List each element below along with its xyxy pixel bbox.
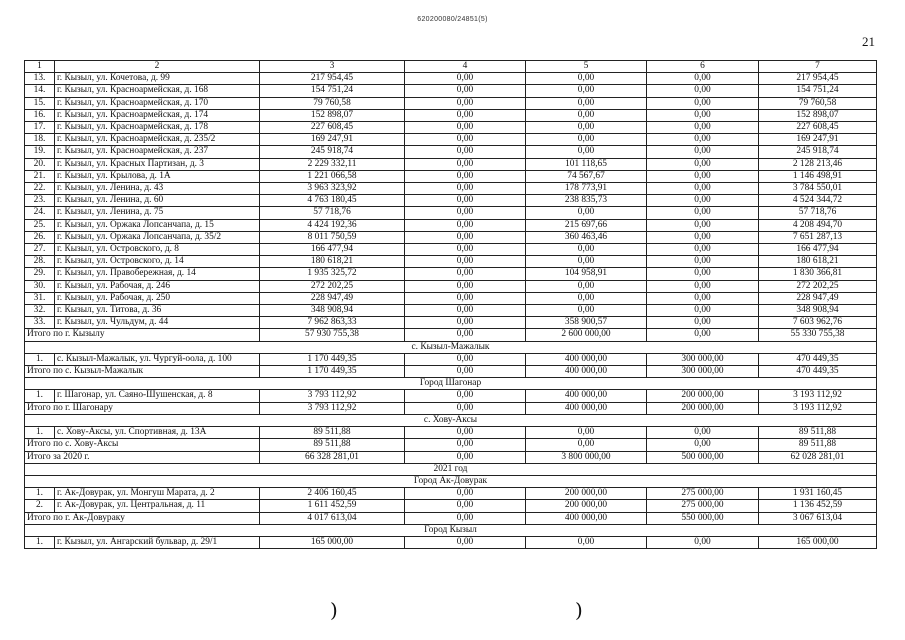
- row-number: 1.: [25, 353, 55, 365]
- value-col-5: 178 773,91: [526, 183, 647, 195]
- value-col-6: 0,00: [647, 134, 759, 146]
- value-col-4: 0,00: [405, 146, 526, 158]
- section-label: Город Кызыл: [25, 524, 877, 536]
- table-row: [25, 317, 877, 329]
- table-row: [25, 158, 877, 170]
- total-value-col-7: 89 511,88: [759, 439, 877, 451]
- total-value-col-6: 0,00: [647, 329, 759, 341]
- address: г. Кызыл, ул. Крылова, д. 1А: [55, 170, 260, 182]
- value-col-4: 0,00: [405, 500, 526, 512]
- row-number: 33.: [25, 317, 55, 329]
- total-value-col-4: 0,00: [405, 329, 526, 341]
- section-header-row: [25, 341, 877, 353]
- row-number: 1.: [25, 390, 55, 402]
- value-col-5: 0,00: [526, 73, 647, 85]
- row-number: 2.: [25, 500, 55, 512]
- total-value-col-5: 400 000,00: [526, 402, 647, 414]
- value-col-3: 57 718,76: [260, 207, 405, 219]
- row-number: 15.: [25, 97, 55, 109]
- row-number: 29.: [25, 268, 55, 280]
- row-number: 13.: [25, 73, 55, 85]
- total-row: [25, 439, 877, 451]
- address: г. Кызыл, ул. Ангарский бульвар, д. 29/1: [55, 536, 260, 548]
- value-col-6: 0,00: [647, 427, 759, 439]
- total-value-col-4: 0,00: [405, 451, 526, 463]
- value-col-7: 89 511,88: [759, 427, 877, 439]
- table-row: [25, 488, 877, 500]
- value-col-5: 238 835,73: [526, 195, 647, 207]
- value-col-4: 0,00: [405, 219, 526, 231]
- signature-mark: ): [330, 598, 338, 622]
- table-row: [25, 134, 877, 146]
- total-row: [25, 512, 877, 524]
- document-id: 620200080/24851(5): [417, 16, 488, 23]
- address: г. Ак-Довурак, ул. Центральная, д. 11: [55, 500, 260, 512]
- table-row: [25, 244, 877, 256]
- row-number: 27.: [25, 244, 55, 256]
- value-col-6: 0,00: [647, 219, 759, 231]
- row-number: 25.: [25, 219, 55, 231]
- total-label: Итого по с. Хову-Аксы: [25, 439, 260, 451]
- value-col-4: 0,00: [405, 109, 526, 121]
- value-col-4: 0,00: [405, 170, 526, 182]
- value-col-3: 79 760,58: [260, 97, 405, 109]
- address: г. Кызыл, ул. Кочетова, д. 99: [55, 73, 260, 85]
- value-col-5: 0,00: [526, 427, 647, 439]
- value-col-4: 0,00: [405, 183, 526, 195]
- row-number: 32.: [25, 305, 55, 317]
- value-col-5: 0,00: [526, 280, 647, 292]
- address: г. Кызыл, ул. Ленина, д. 43: [55, 183, 260, 195]
- value-col-3: 165 000,00: [260, 536, 405, 548]
- value-col-5: 74 567,67: [526, 170, 647, 182]
- address: г. Ак-Довурак, ул. Монгуш Марата, д. 2: [55, 488, 260, 500]
- value-col-3: 1 611 452,59: [260, 500, 405, 512]
- value-col-5: 0,00: [526, 109, 647, 121]
- table-row: [25, 219, 877, 231]
- value-col-5: 0,00: [526, 292, 647, 304]
- value-col-7: 3 193 112,92: [759, 390, 877, 402]
- value-col-5: 104 958,91: [526, 268, 647, 280]
- value-col-7: 152 898,07: [759, 109, 877, 121]
- value-col-5: 0,00: [526, 207, 647, 219]
- address: г. Кызыл, ул. Красных Партизан, д. 3: [55, 158, 260, 170]
- value-col-7: 217 954,45: [759, 73, 877, 85]
- section-header-row: [25, 475, 877, 487]
- address: г. Кызыл, ул. Титова, д. 36: [55, 305, 260, 317]
- value-col-7: 227 608,45: [759, 122, 877, 134]
- row-number: 21.: [25, 170, 55, 182]
- table-row: [25, 256, 877, 268]
- value-col-3: 227 608,45: [260, 122, 405, 134]
- value-col-5: 0,00: [526, 256, 647, 268]
- value-col-5: 360 463,46: [526, 231, 647, 243]
- value-col-6: 0,00: [647, 317, 759, 329]
- value-col-5: 0,00: [526, 146, 647, 158]
- section-label: с. Кызыл-Мажалык: [25, 341, 877, 353]
- section-label: Город Шагонар: [25, 378, 877, 390]
- address: г. Кызыл, ул. Чульдум, д. 44: [55, 317, 260, 329]
- value-col-6: 0,00: [647, 207, 759, 219]
- value-col-4: 0,00: [405, 390, 526, 402]
- value-col-6: 0,00: [647, 73, 759, 85]
- address: г. Кызыл, ул. Островского, д. 14: [55, 256, 260, 268]
- value-col-7: 154 751,24: [759, 85, 877, 97]
- total-value-col-5: 3 800 000,00: [526, 451, 647, 463]
- value-col-6: 0,00: [647, 268, 759, 280]
- total-value-col-5: 400 000,00: [526, 512, 647, 524]
- value-col-4: 0,00: [405, 317, 526, 329]
- address: с. Хову-Аксы, ул. Спортивная, д. 13А: [55, 427, 260, 439]
- total-row: [25, 366, 877, 378]
- value-col-5: 200 000,00: [526, 488, 647, 500]
- address: г. Кызыл, ул. Красноармейская, д. 235/2: [55, 134, 260, 146]
- row-number: 22.: [25, 183, 55, 195]
- value-col-3: 272 202,25: [260, 280, 405, 292]
- value-col-7: 272 202,25: [759, 280, 877, 292]
- row-number: 14.: [25, 85, 55, 97]
- value-col-7: 228 947,49: [759, 292, 877, 304]
- value-col-7: 4 524 344,72: [759, 195, 877, 207]
- row-number: 24.: [25, 207, 55, 219]
- table-row: [25, 195, 877, 207]
- value-col-4: 0,00: [405, 207, 526, 219]
- table-header-row: [25, 61, 877, 73]
- total-row: [25, 329, 877, 341]
- value-col-4: 0,00: [405, 97, 526, 109]
- value-col-5: 101 118,65: [526, 158, 647, 170]
- value-col-6: 0,00: [647, 305, 759, 317]
- value-col-7: 348 908,94: [759, 305, 877, 317]
- total-value-col-3: 57 930 755,38: [260, 329, 405, 341]
- value-col-3: 217 954,45: [260, 73, 405, 85]
- total-value-col-3: 3 793 112,92: [260, 402, 405, 414]
- section-header-row: [25, 524, 877, 536]
- value-col-6: 0,00: [647, 85, 759, 97]
- value-col-4: 0,00: [405, 244, 526, 256]
- total-value-col-4: 0,00: [405, 366, 526, 378]
- value-col-4: 0,00: [405, 536, 526, 548]
- total-value-col-3: 89 511,88: [260, 439, 405, 451]
- row-number: 1.: [25, 536, 55, 548]
- value-col-7: 1 830 366,81: [759, 268, 877, 280]
- value-col-6: 0,00: [647, 292, 759, 304]
- total-value-col-7: 55 330 755,38: [759, 329, 877, 341]
- header-cell-3: 3: [260, 61, 405, 73]
- row-number: 23.: [25, 195, 55, 207]
- total-label: Итого по г. Шагонару: [25, 402, 260, 414]
- value-col-5: 358 900,57: [526, 317, 647, 329]
- value-col-5: 0,00: [526, 122, 647, 134]
- row-number: 26.: [25, 231, 55, 243]
- total-value-col-4: 0,00: [405, 402, 526, 414]
- value-col-4: 0,00: [405, 268, 526, 280]
- row-number: 19.: [25, 146, 55, 158]
- total-value-col-4: 0,00: [405, 439, 526, 451]
- row-number: 1.: [25, 427, 55, 439]
- value-col-7: 1 931 160,45: [759, 488, 877, 500]
- value-col-6: 0,00: [647, 158, 759, 170]
- value-col-7: 166 477,94: [759, 244, 877, 256]
- value-col-6: 0,00: [647, 183, 759, 195]
- table-row: [25, 427, 877, 439]
- total-value-col-6: 200 000,00: [647, 402, 759, 414]
- value-col-4: 0,00: [405, 134, 526, 146]
- value-col-7: 245 918,74: [759, 146, 877, 158]
- table-row: [25, 231, 877, 243]
- value-col-6: 0,00: [647, 536, 759, 548]
- value-col-3: 2 229 332,11: [260, 158, 405, 170]
- address: г. Кызыл, ул. Рабочая, д. 250: [55, 292, 260, 304]
- value-col-4: 0,00: [405, 256, 526, 268]
- value-col-6: 0,00: [647, 146, 759, 158]
- value-col-4: 0,00: [405, 122, 526, 134]
- value-col-6: 0,00: [647, 231, 759, 243]
- address: г. Кызыл, ул. Островского, д. 8: [55, 244, 260, 256]
- value-col-7: 7 603 962,76: [759, 317, 877, 329]
- value-col-5: 0,00: [526, 85, 647, 97]
- address: г. Кызыл, ул. Ленина, д. 75: [55, 207, 260, 219]
- signature-mark: ): [575, 598, 583, 622]
- total-value-col-6: 0,00: [647, 439, 759, 451]
- table-row: [25, 292, 877, 304]
- value-col-3: 1 170 449,35: [260, 353, 405, 365]
- row-number: 16.: [25, 109, 55, 121]
- value-col-5: 200 000,00: [526, 500, 647, 512]
- value-col-7: 7 651 287,13: [759, 231, 877, 243]
- total-value-col-5: 2 600 000,00: [526, 329, 647, 341]
- total-value-col-7: 62 028 281,01: [759, 451, 877, 463]
- address: г. Кызыл, ул. Красноармейская, д. 168: [55, 85, 260, 97]
- address: г. Кызыл, ул. Рабочая, д. 246: [55, 280, 260, 292]
- value-col-3: 1 221 066,58: [260, 170, 405, 182]
- value-col-4: 0,00: [405, 280, 526, 292]
- total-value-col-3: 4 017 613,04: [260, 512, 405, 524]
- value-col-5: 400 000,00: [526, 390, 647, 402]
- value-col-4: 0,00: [405, 231, 526, 243]
- row-number: 17.: [25, 122, 55, 134]
- table-row: [25, 85, 877, 97]
- total-label: Итого по с. Кызыл-Мажалык: [25, 366, 260, 378]
- value-col-4: 0,00: [405, 292, 526, 304]
- total-row: [25, 402, 877, 414]
- address: г. Кызыл, ул. Красноармейская, д. 237: [55, 146, 260, 158]
- total-value-col-5: 0,00: [526, 439, 647, 451]
- address: с. Кызыл-Мажалык, ул. Чургуй-оола, д. 100: [55, 353, 260, 365]
- section-label: с. Хову-Аксы: [25, 414, 877, 426]
- value-col-3: 166 477,94: [260, 244, 405, 256]
- row-number: 31.: [25, 292, 55, 304]
- table-row: [25, 170, 877, 182]
- value-col-5: 0,00: [526, 536, 647, 548]
- table-body: [25, 61, 877, 549]
- page-number: 21: [862, 34, 875, 49]
- table-row: [25, 207, 877, 219]
- table-row: [25, 268, 877, 280]
- table-row: [25, 122, 877, 134]
- funding-table: [24, 60, 877, 549]
- value-col-3: 2 406 160,45: [260, 488, 405, 500]
- section-header-row: [25, 414, 877, 426]
- section-header-row: [25, 378, 877, 390]
- header-cell-2: 2: [55, 61, 260, 73]
- header-cell-4: 4: [405, 61, 526, 73]
- value-col-7: 79 760,58: [759, 97, 877, 109]
- value-col-4: 0,00: [405, 158, 526, 170]
- address: г. Кызыл, ул. Красноармейская, д. 178: [55, 122, 260, 134]
- total-value-col-4: 0,00: [405, 512, 526, 524]
- header-cell-1: 1: [25, 61, 55, 73]
- address: г. Кызыл, ул. Красноармейская, д. 174: [55, 109, 260, 121]
- value-col-3: 169 247,91: [260, 134, 405, 146]
- value-col-6: 0,00: [647, 97, 759, 109]
- value-col-7: 180 618,21: [759, 256, 877, 268]
- address: г. Кызыл, ул. Красноармейская, д. 170: [55, 97, 260, 109]
- value-col-4: 0,00: [405, 488, 526, 500]
- header-cell-7: 7: [759, 61, 877, 73]
- table-row: [25, 109, 877, 121]
- row-number: 18.: [25, 134, 55, 146]
- value-col-4: 0,00: [405, 85, 526, 97]
- table-row: [25, 353, 877, 365]
- section-header-row: [25, 463, 877, 475]
- value-col-3: 348 908,94: [260, 305, 405, 317]
- total-value-col-7: 470 449,35: [759, 366, 877, 378]
- value-col-6: 0,00: [647, 280, 759, 292]
- address: г. Кызыл, ул. Оржака Лопсанчапа, д. 15: [55, 219, 260, 231]
- value-col-3: 228 947,49: [260, 292, 405, 304]
- value-col-6: 275 000,00: [647, 500, 759, 512]
- value-col-6: 0,00: [647, 170, 759, 182]
- table-row: [25, 97, 877, 109]
- value-col-5: 0,00: [526, 244, 647, 256]
- value-col-3: 245 918,74: [260, 146, 405, 158]
- value-col-6: 0,00: [647, 256, 759, 268]
- address: г. Кызыл, ул. Правобережная, д. 14: [55, 268, 260, 280]
- value-col-5: 400 000,00: [526, 353, 647, 365]
- table-row: [25, 390, 877, 402]
- total-value-col-3: 66 328 281,01: [260, 451, 405, 463]
- row-number: 20.: [25, 158, 55, 170]
- table-row: [25, 73, 877, 85]
- value-col-7: 4 208 494,70: [759, 219, 877, 231]
- table-row: [25, 146, 877, 158]
- value-col-6: 275 000,00: [647, 488, 759, 500]
- total-value-col-7: 3 193 112,92: [759, 402, 877, 414]
- value-col-3: 3 963 323,92: [260, 183, 405, 195]
- total-label: Итого по г. Ак-Довураку: [25, 512, 260, 524]
- total-label: Итого за 2020 г.: [25, 451, 260, 463]
- value-col-6: 0,00: [647, 195, 759, 207]
- total-value-col-5: 400 000,00: [526, 366, 647, 378]
- header-cell-6: 6: [647, 61, 759, 73]
- table-row: [25, 536, 877, 548]
- table-row: [25, 305, 877, 317]
- address: г. Шагонар, ул. Саяно-Шушенская, д. 8: [55, 390, 260, 402]
- value-col-5: 215 697,66: [526, 219, 647, 231]
- value-col-7: 57 718,76: [759, 207, 877, 219]
- value-col-5: 0,00: [526, 305, 647, 317]
- table-row: [25, 280, 877, 292]
- total-value-col-7: 3 067 613,04: [759, 512, 877, 524]
- value-col-7: 169 247,91: [759, 134, 877, 146]
- header-cell-5: 5: [526, 61, 647, 73]
- value-col-7: 1 146 498,91: [759, 170, 877, 182]
- value-col-5: 0,00: [526, 134, 647, 146]
- value-col-3: 180 618,21: [260, 256, 405, 268]
- total-value-col-6: 500 000,00: [647, 451, 759, 463]
- row-number: 30.: [25, 280, 55, 292]
- value-col-3: 1 935 325,72: [260, 268, 405, 280]
- row-number: 28.: [25, 256, 55, 268]
- value-col-6: 0,00: [647, 109, 759, 121]
- total-row: [25, 451, 877, 463]
- value-col-3: 154 751,24: [260, 85, 405, 97]
- value-col-6: 0,00: [647, 122, 759, 134]
- total-value-col-3: 1 170 449,35: [260, 366, 405, 378]
- table-row: [25, 183, 877, 195]
- value-col-7: 3 784 550,01: [759, 183, 877, 195]
- value-col-3: 4 424 192,36: [260, 219, 405, 231]
- value-col-7: 2 128 213,46: [759, 158, 877, 170]
- value-col-4: 0,00: [405, 353, 526, 365]
- total-value-col-6: 550 000,00: [647, 512, 759, 524]
- section-label: Город Ак-Довурак: [25, 475, 877, 487]
- section-label: 2021 год: [25, 463, 877, 475]
- value-col-7: 1 136 452,59: [759, 500, 877, 512]
- value-col-4: 0,00: [405, 73, 526, 85]
- value-col-3: 8 011 750,59: [260, 231, 405, 243]
- value-col-3: 4 763 180,45: [260, 195, 405, 207]
- table-row: [25, 500, 877, 512]
- value-col-3: 3 793 112,92: [260, 390, 405, 402]
- value-col-3: 7 962 863,33: [260, 317, 405, 329]
- address: г. Кызыл, ул. Ленина, д. 60: [55, 195, 260, 207]
- value-col-7: 165 000,00: [759, 536, 877, 548]
- value-col-7: 470 449,35: [759, 353, 877, 365]
- value-col-6: 0,00: [647, 244, 759, 256]
- row-number: 1.: [25, 488, 55, 500]
- address: г. Кызыл, ул. Оржака Лопсанчапа, д. 35/2: [55, 231, 260, 243]
- total-value-col-6: 300 000,00: [647, 366, 759, 378]
- value-col-4: 0,00: [405, 195, 526, 207]
- value-col-4: 0,00: [405, 305, 526, 317]
- value-col-6: 300 000,00: [647, 353, 759, 365]
- value-col-6: 200 000,00: [647, 390, 759, 402]
- value-col-4: 0,00: [405, 427, 526, 439]
- total-label: Итого по г. Кызылу: [25, 329, 260, 341]
- value-col-3: 152 898,07: [260, 109, 405, 121]
- value-col-3: 89 511,88: [260, 427, 405, 439]
- value-col-5: 0,00: [526, 97, 647, 109]
